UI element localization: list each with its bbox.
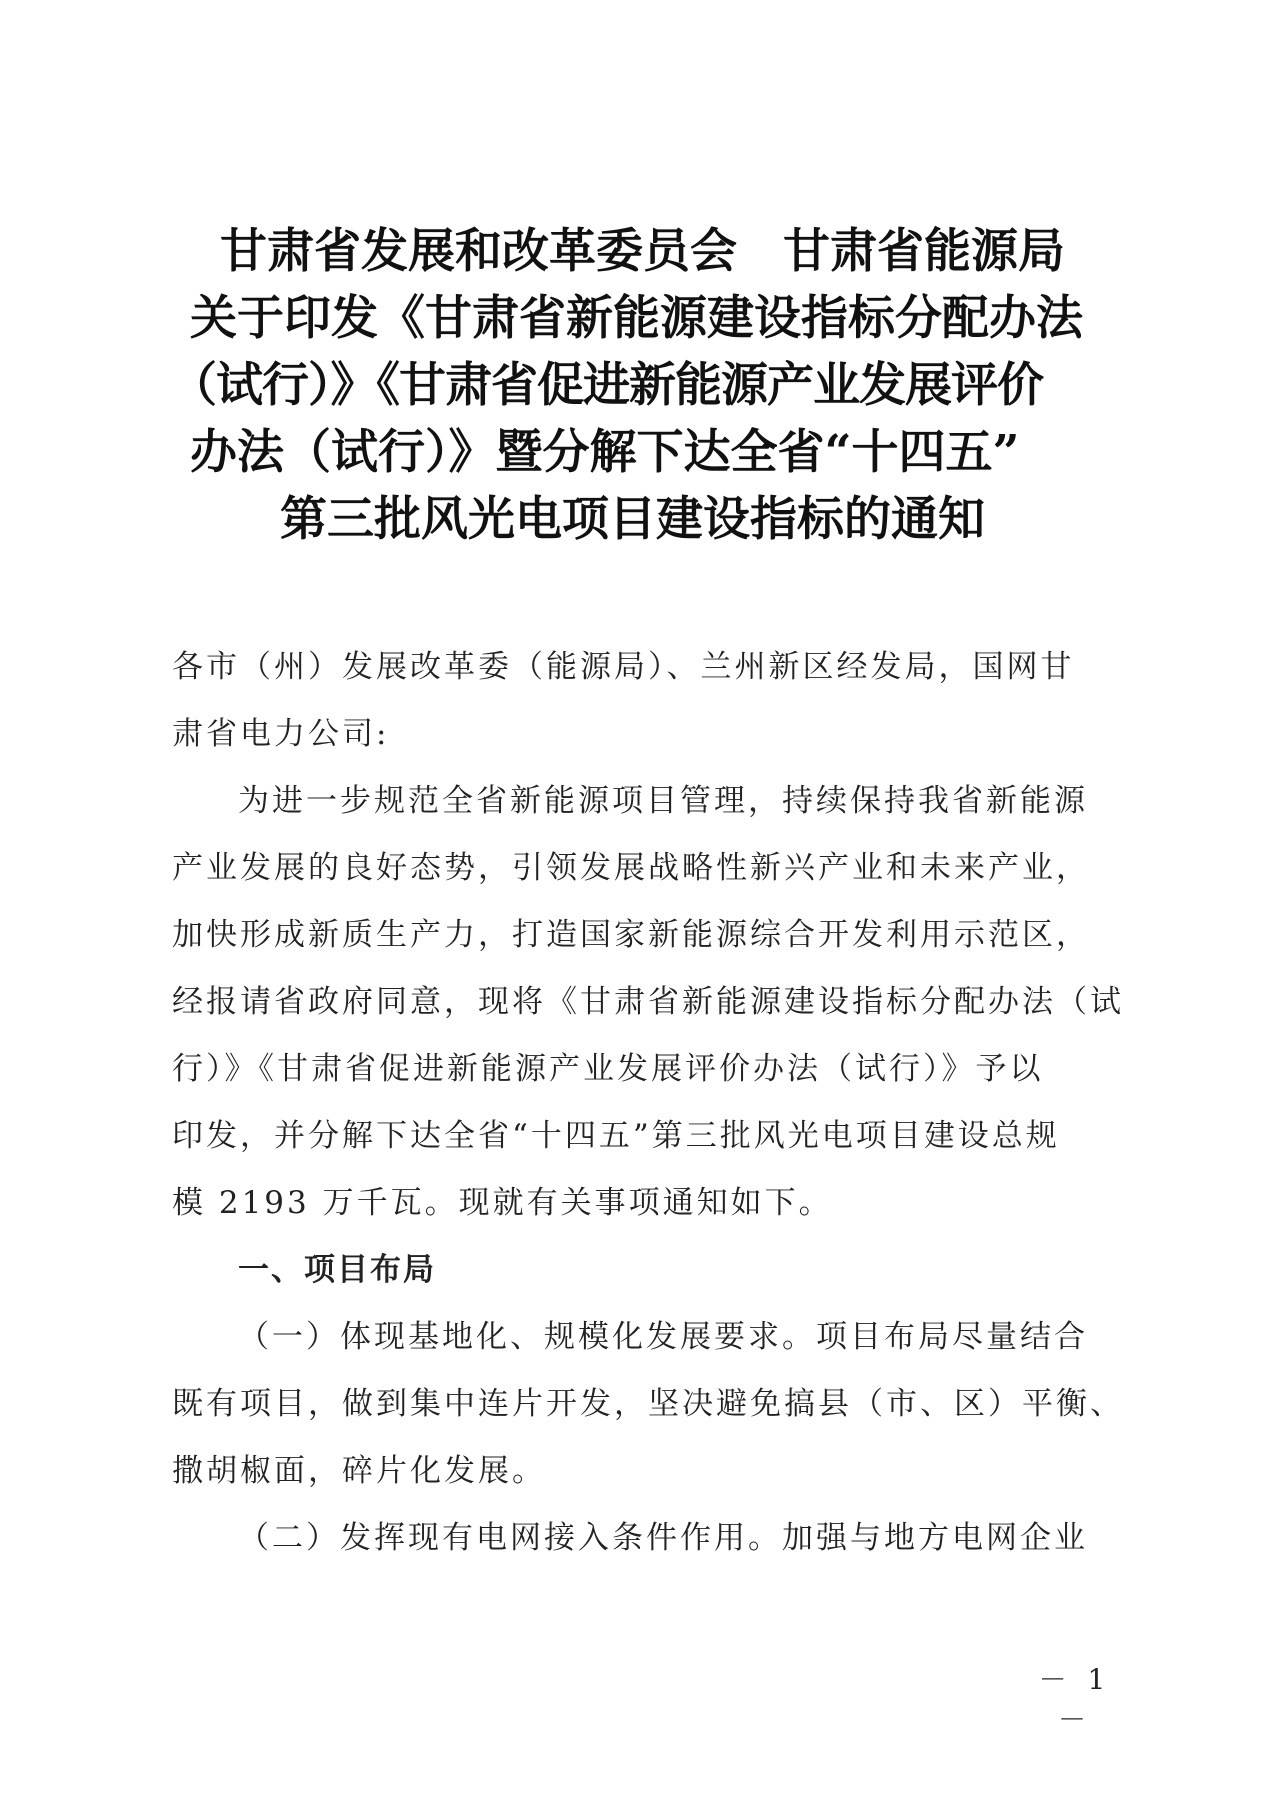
section-heading: 一、项目布局 — [238, 1252, 436, 1288]
title-line-5: 第三批风光电项目建设指标的通知 — [280, 492, 985, 547]
intro-line: 印发，并分解下达全省“十四五”第三批风光电项目建设总规 — [172, 1118, 1060, 1154]
intro-line: 加快形成新质生产力，打造国家新能源综合开发利用示范区， — [172, 917, 1090, 953]
title-line-3: （试行）》《甘肃省促进新能源产业发展评价 — [170, 358, 1043, 413]
issuer-1: 甘肃省发展和改革委员会 — [220, 224, 737, 279]
addressee-line: 各市（州）发展改革委（能源局）、兰州新区经发局，国网甘 — [172, 649, 1075, 685]
document-body — [172, 634, 1124, 1572]
title-line-4: 办法（试行）》暨分解下达全省“十四五” — [190, 425, 1020, 480]
page-number: － 1 － — [1038, 1663, 1112, 1736]
intro-line: 行）》《甘肃省促进新能源产业发展评价办法（试行）》予以 — [172, 1051, 1044, 1087]
item-line: （二）发挥现有电网接入条件作用。加强与地方电网企业 — [238, 1520, 1088, 1556]
addressee-line: 肃省电力公司: — [172, 716, 390, 752]
intro-line: 经报请省政府同意，现将《甘肃省新能源建设指标分配办法（试 — [172, 984, 1124, 1020]
intro-line: 模 2193 万千瓦。现就有关事项通知如下。 — [172, 1185, 833, 1221]
issuer-2: 甘肃省能源局 — [783, 224, 1065, 279]
title-line-2: 关于印发《甘肃省新能源建设指标分配办法 — [190, 291, 1083, 346]
item-line: （一）体现基地化、规模化发展要求。项目布局尽量结合 — [238, 1319, 1088, 1355]
item-line: 撒胡椒面，碎片化发展。 — [172, 1453, 546, 1489]
intro-line: 产业发展的良好态势，引领发展战略性新兴产业和未来产业， — [172, 850, 1090, 886]
intro-line: 为进一步规范全省新能源项目管理，持续保持我省新能源 — [238, 783, 1088, 819]
document-title — [170, 218, 1110, 553]
title-line-issuers — [170, 218, 1110, 285]
item-line: 既有项目，做到集中连片开发，坚决避免搞县（市、区）平衡、 — [172, 1386, 1124, 1422]
